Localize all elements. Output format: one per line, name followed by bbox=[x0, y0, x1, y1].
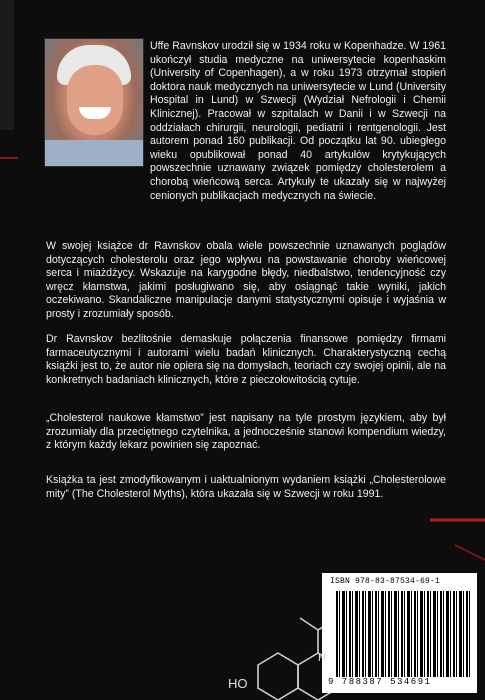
isbn-label: ISBN 978-83-87534-69-1 bbox=[330, 577, 441, 586]
author-photo-face bbox=[67, 65, 123, 135]
barcode-number: 9 788387 534691 bbox=[328, 677, 432, 687]
barcode bbox=[336, 591, 472, 677]
isbn-barcode-box bbox=[322, 573, 477, 693]
paragraph-1-text: W swojej książce dr Ravnskov obala wiele powszechnie uznawanych poglądów dotyczących cholesterolu oraz jego wpływu na powstawanie choroby wieńcowej serca i miażdżycy. Wskazuje na karygodne błędy, niedbalstwo, tendencyjność czy wręcz kłamstwa, jakimi posługiwano się, aby osiągnąć takie wyniki, jakich oczekiwano. Skandaliczne manipulacje danymi statystycznymi opisuje i wyjaśnia w prosty i zrozumiały sposób. bbox=[46, 240, 446, 320]
paragraph-4 bbox=[46, 474, 446, 501]
molecule-label-h: H bbox=[318, 652, 326, 664]
paragraph-1 bbox=[46, 240, 446, 322]
red-accent-line-right-2 bbox=[455, 545, 485, 560]
molecule-label-ho: HO bbox=[228, 676, 248, 691]
paragraph-2-text: Dr Ravnskov bezlitośnie demaskuje połączenia finansowe pomiędzy firmami farmaceutycznymi i autorami wielu badań klinicznych. Charakterystyczną cechą książki jest to, że autor nie opiera się na domysłach, teoriach czy swojej opinii, ale na konkretnych badaniach klinicznych, które z pieczołowitością cytuje. bbox=[46, 333, 446, 386]
author-bio-text: Uffe Ravnskov urodził się w 1934 roku w Kopenhadze. W 1961 ukończył studia medyczne na uniwersytecie kopenhaskim (University of Copenhagen), a w roku 1973 otrzymał stopień doktora nauk medycznych na uniwersytecie w Lund (University Hospital in Lund) w Szwecji (Wydział Nefrologii i Chemii Klinicznej). Pracował w szpitalach w Danii i w Szwecji na oddziałach chirurgii, neurologii, pediatrii i rentgenologii. Jest autorem ponad 160 publikacji. Od początku lat 90. ubiegłego wieku opublikował ponad 40 artykułów krytykujących powszechnie uznawany związek pomiędzy cholesterolem a chorobą wieńcową serca. Artykuły te ukazały się w najwyżej cenionych publikacjach medycznych na świecie. bbox=[150, 40, 446, 202]
paragraph-4-text: Książka ta jest zmodyfikowanym i uaktualnionym wydaniem książki „Cholesterolowe mity” (The Cholesterol Myths), która ukazała się w Szwecji w roku 1991. bbox=[46, 474, 446, 500]
paragraph-3-text: „Cholesterol naukowe kłamstwo” jest napisany na tyle prostym językiem, aby był zrozumiały dla przeciętnego czytelnika, a jednocześnie stanowi kompendium wiedzy, z którym każdy lekarz powinien się zapoznać. bbox=[46, 412, 446, 452]
author-photo bbox=[44, 38, 144, 167]
author-photo-shirt bbox=[45, 140, 143, 166]
paragraph-2 bbox=[46, 333, 446, 387]
paragraph-3 bbox=[46, 412, 446, 453]
spine-strip bbox=[0, 0, 14, 130]
author-bio bbox=[150, 40, 446, 203]
